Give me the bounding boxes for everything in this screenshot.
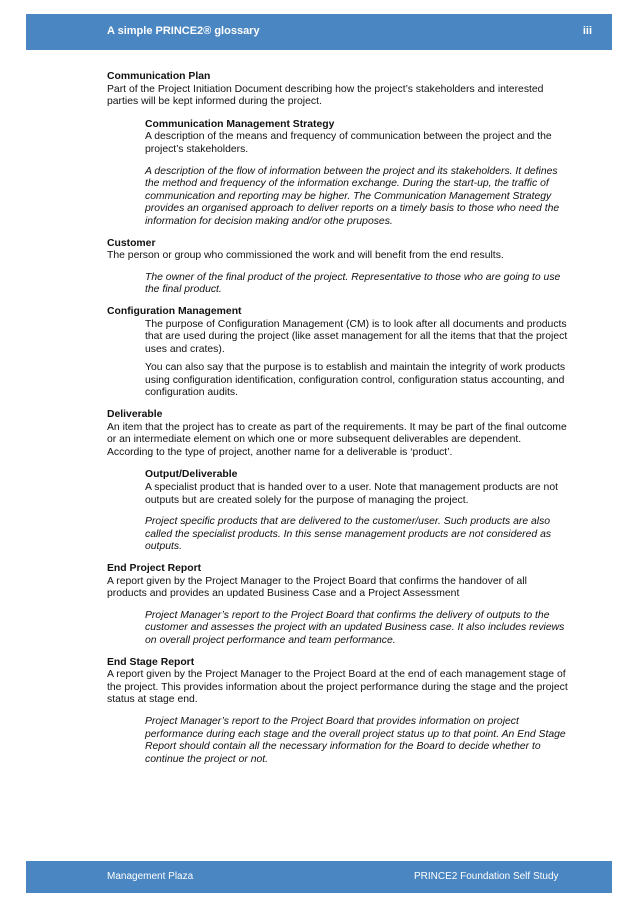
page-number: iii — [582, 25, 592, 37]
term-title: Configuration Management — [107, 305, 242, 317]
sub-term-title: Output/Deliverable — [145, 469, 238, 481]
term-definition: Part of the Project Initiation Document describing how the project’s stakeholders and interested parties will be kept informed during the project. — [107, 83, 544, 108]
term-title: Customer — [107, 237, 156, 249]
glossary-content — [107, 71, 569, 775]
term-note: The owner of the final product of the project. Representative to those who are going to use the final product. — [145, 271, 561, 296]
sub-entry — [145, 119, 569, 157]
term-title: Communication Plan — [107, 71, 211, 82]
term-extra: You can also say that the purpose is to establish and maintain the integrity of work products using configuration identification, configuration control, configuration status accounting, and configuration audits. — [145, 362, 566, 399]
glossary-entry-configuration-management — [107, 306, 569, 400]
sub-entry — [145, 469, 569, 507]
term-definition: The purpose of Configuration Management (CM) is to look after all documents and products that are used during the project (like asset management for all the items that that the project uses and crates). — [145, 318, 568, 355]
term-definition: A report given by the Project Manager to the Project Board that confirms the handover of all products and provides an updated Business Case and a Project Assessment — [107, 575, 527, 600]
term-note: Project Manager’s report to the Project Board that provides information on project performance during each stage and the overall project status up to that point. An End Stage Report should contain all the necessary information for the Board to decide whether to continue the project or not. — [145, 715, 566, 765]
glossary-entry-end-project-report — [107, 563, 569, 648]
sub-term-title: Communication Management Strategy — [145, 118, 335, 130]
glossary-entry-deliverable — [107, 409, 569, 554]
term-note: Project specific products that are delivered to the customer/user. Such products are also called the specialist products. In this sense management products are not considered as outputs. — [145, 516, 552, 553]
footer-publisher: Management Plaza — [107, 871, 194, 882]
term-definition: The person or group who commissioned the work and will benefit from the end results. — [107, 250, 504, 262]
glossary-entry-communication-plan — [107, 71, 569, 229]
header-title: A simple PRINCE2® glossary — [107, 25, 260, 37]
page-header — [26, 14, 612, 50]
term-definition: An item that the project has to create as part of the requirements. It may be part of the final outcome or an intermediate element on which one or more subsequent deliverables are dependent. According to the type of project, another name for a deliverable is ‘product’. — [107, 421, 567, 458]
term-title: End Project Report — [107, 563, 202, 574]
term-title: Deliverable — [107, 409, 163, 421]
term-definition: A report given by the Project Manager to the Project Board at the end of each management stage of the project. This provides information about the project performance during the stage and the project status at stage end. — [107, 669, 568, 706]
page-footer — [26, 861, 612, 893]
sub-term-definition: A specialist product that is handed over to a user. Note that management products are not outputs but are created solely for the purpose of managing the project. — [145, 482, 558, 506]
glossary-entry-customer — [107, 238, 569, 297]
sub-term-definition: A description of the means and frequency of communication between the project and the project’s stakeholders. — [145, 131, 552, 155]
footer-book-title: PRINCE2 Foundation Self Study — [414, 871, 559, 882]
glossary-entry-end-stage-report — [107, 657, 569, 767]
term-note: Project Manager’s report to the Project Board that confirms the delivery of outputs to the customer and assesses the project with an updated Business case. It also includes reviews on overall project performance and team performance. — [145, 609, 565, 646]
term-note: A description of the flow of information between the project and its stakeholders. It defines the method and frequency of the information exchange. During the start-up, the traffic of communication and reporting may be higher. The Communication Management Strategy provides an organised approach to deliver reports on a timely basis to those who need the information for decision making and/or othe pruposes. — [145, 165, 560, 227]
term-title: End Stage Report — [107, 656, 195, 668]
